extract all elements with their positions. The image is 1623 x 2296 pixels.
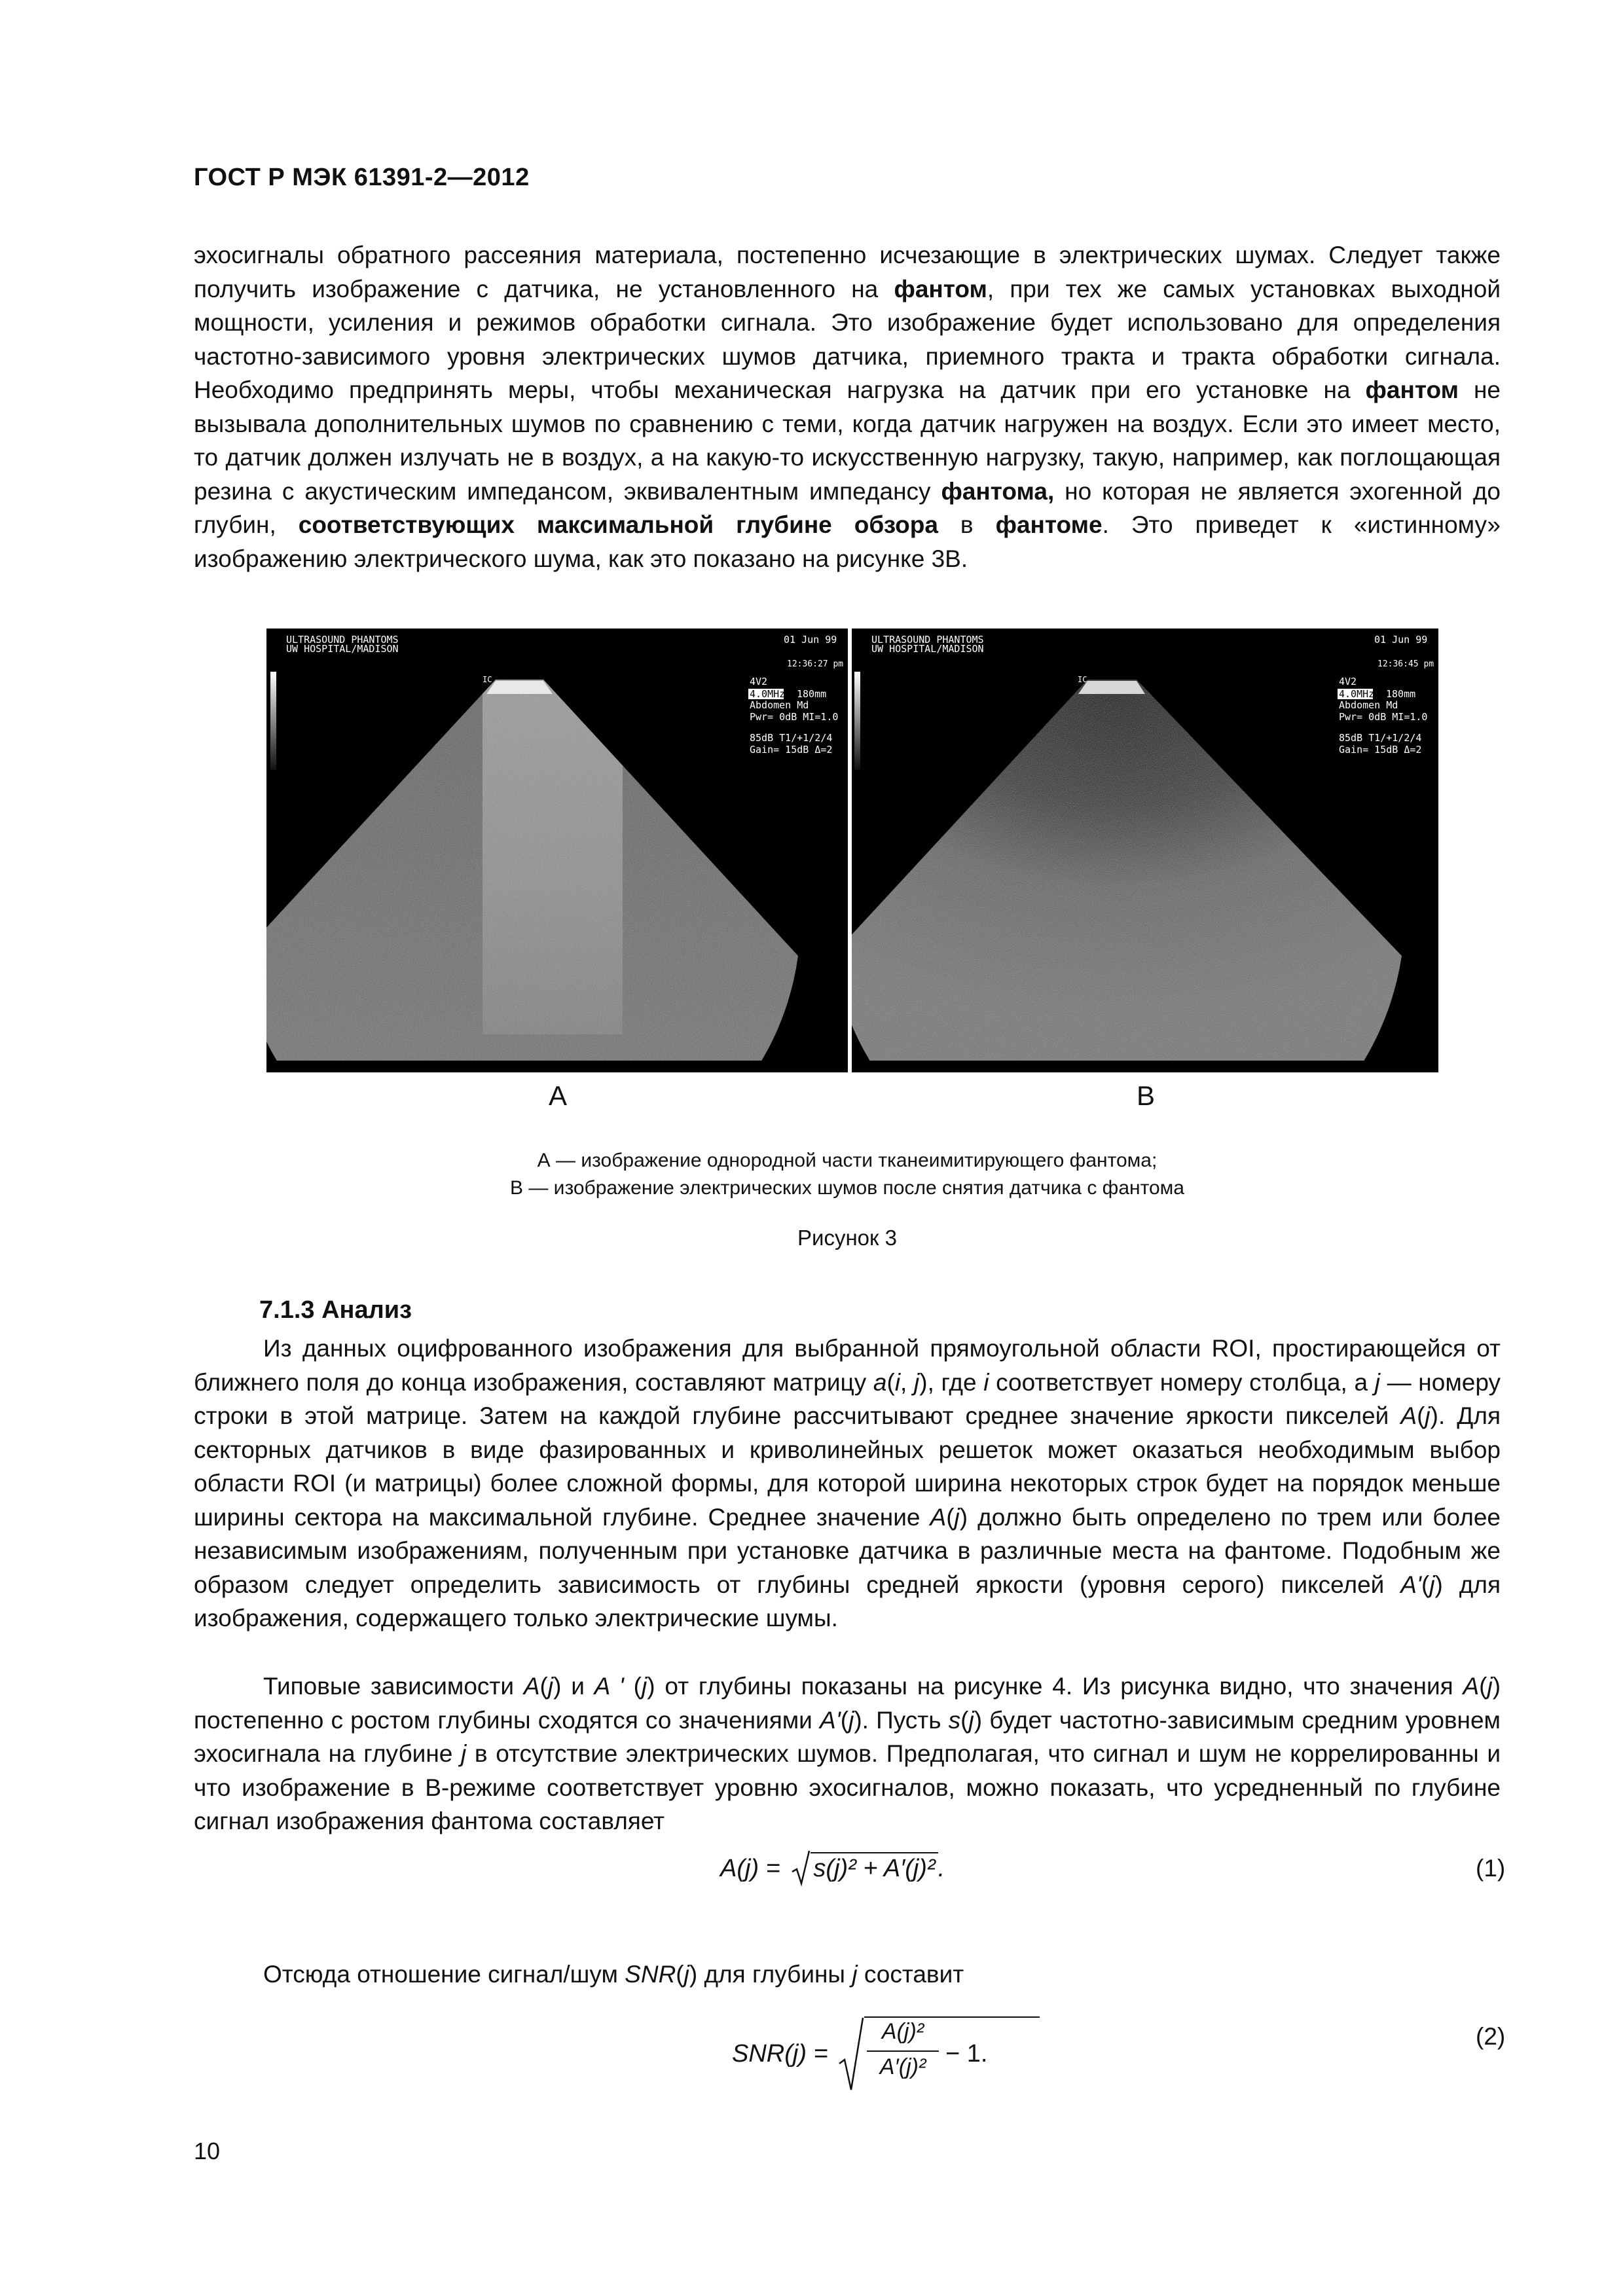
paragraph-analysis-2: Типовые зависимости A(j) и A ' (j) от глубины показаны на рисунке 4. Из рисунка видно, что значения A(j) постепенно с ростом глубины сходятся со значениями A'(j). Пусть s(j) будет частотно-зависимым средним уровнем эхосигнала на глубине j в отсутствие электрических шумов. Предполагая, что сигнал и шум не коррелированны и что изображение в В-режиме соответствует уровню эхосигналов, можно показать, что усредненный по глубине сигнал изображения фантома составляет [194,1673,1501,1834]
svg-text:Pwr= 0dB MI=1.0: Pwr= 0dB MI=1.0 [750,711,839,723]
equation-1-number: (1) [1476,1855,1506,1882]
equation-1-root: s(j)² + A′(j)² . [791,1855,945,1883]
svg-text:01 Jun 99: 01 Jun 99 [1374,634,1428,646]
figure-caption-a: А — изображение однородной части тканеимитирующего фантома; [537,1150,1158,1171]
ultrasound-panel-a [266,629,848,1072]
paragraph-snr: Отсюда отношение сигнал/шум SNR(j) для глубины j составит [263,1961,964,1988]
radical-sign-icon [791,1850,811,1887]
svg-text:12:36:45 pm: 12:36:45 pm [1377,659,1434,669]
svg-text:Gain= 15dB Δ=2: Gain= 15dB Δ=2 [1339,744,1422,756]
svg-text:180mm: 180mm [797,688,827,700]
equation-2 [732,2015,994,2094]
figure-caption-b: В — изображение электрических шумов после снятия датчика с фантома [510,1177,1184,1199]
svg-text:ULTRASOUND PHANTOMS: ULTRASOUND PHANTOMS [871,634,984,646]
svg-text:UW HOSPITAL/MADISON: UW HOSPITAL/MADISON [286,643,399,655]
svg-text:85dB T1/+1/2/4: 85dB T1/+1/2/4 [750,732,833,744]
page-number: 10 [194,2138,221,2164]
equation-1 [720,1855,945,1894]
svg-text:4.0MHz: 4.0MHz [1339,688,1375,700]
figure-title: Рисунок 3 [797,1226,897,1250]
svg-text:4V2: 4V2 [1339,676,1357,687]
svg-text:Abdomen Md: Abdomen Md [750,699,809,711]
svg-text:IC: IC [483,675,492,684]
svg-text:Pwr= 0dB MI=1.0: Pwr= 0dB MI=1.0 [1339,711,1428,723]
equation-2-minus-one: − 1. [945,2040,988,2068]
figure-label-a: A [549,1080,568,1111]
svg-text:4.0MHz: 4.0MHz [750,688,786,700]
equation-2-numerator: A(j)² [881,2019,924,2044]
svg-text:UW HOSPITAL/MADISON: UW HOSPITAL/MADISON [871,643,984,655]
svg-text:01 Jun 99: 01 Jun 99 [784,634,837,646]
figure-3-ultrasound-images [266,629,1438,1072]
svg-text:180mm: 180mm [1386,688,1416,700]
svg-text:ULTRASOUND PHANTOMS: ULTRASOUND PHANTOMS [286,634,399,646]
equation-2-denominator: A′(j)² [879,2054,926,2079]
svg-text:IC: IC [1078,675,1087,684]
paragraph-analysis-1: Из данных оцифрованного изображения для выбранной прямоугольной области ROI, простирающейся от ближнего поля до конца изображения, составляют матрицу a(i, j), где i соответствует номеру столбца, а j — номеру строки в этой матрице. Затем на каждой глубине рассчитывают среднее значение яркости пикселей A(j). Для секторных датчиков в виде фазированных и криволинейных решеток может оказаться необходимым выбор области ROI (и матрицы) более сложной формы, для которой ширина некоторых строк будет на порядок меньше ширины сектора на максимальной глубине. Среднее значение A(j) должно быть определено по трем или более независимым изображениям, полученным при установке датчика в различные места на фантоме. Подобным же образом следует определить зависимость от глубины средней яркости (уровня серого) пикселей A'(j) для изображения, содержащего только электрические шумы. [194,1335,1501,1631]
equation-1-lhs: A(j) = [720,1855,780,1882]
svg-text:Abdomen Md: Abdomen Md [1339,699,1398,711]
section-title: 7.1.3 Анализ [259,1296,412,1324]
radical-sign-icon [838,2015,864,2092]
figure-label-b: B [1137,1080,1156,1111]
equation-2-number: (2) [1476,2023,1506,2050]
svg-text:4V2: 4V2 [750,676,768,687]
equation-2-lhs: SNR(j) = [732,2040,828,2068]
svg-text:85dB T1/+1/2/4: 85dB T1/+1/2/4 [1339,732,1422,744]
ultrasound-image-a [266,629,848,1072]
svg-text:12:36:27 pm: 12:36:27 pm [787,659,844,669]
svg-text:Gain= 15dB Δ=2: Gain= 15dB Δ=2 [750,744,833,756]
paragraph-noise-image: эхосигналы обратного рассеяния материала, постепенно исчезающие в электрических шумах. Следует также получить изображение с датчика, не установленного на фантом, при тех же самых установках выходной мощности, усиления и режимов обработки сигнала. Это изображение будет использовано для определения частотно-зависимого уровня электрических шумов датчика, приемного тракта и тракта обработки сигнала. Необходимо предпринять меры, чтобы механическая нагрузка на датчик при его установке на фантом не вызывала дополнительных шумов по сравнению с теми, когда датчик нагружен на воздух. Если это имеет место, то датчик должен излучать не в воздух, а на какую-то искусственную нагрузку, такую, например, как поглощающая резина с акустическим импедансом, эквивалентным импедансу фантома, но которая не является эхогенной до глубин, соответствующих максимальной глубине обзора в фантоме. Это приведет к «истинному» изображению электрического шума, как это показано на рисунке 3В. [194,242,1501,572]
ultrasound-panel-b [852,629,1438,1072]
document-header: ГОСТ Р МЭК 61391-2—2012 [194,164,530,191]
ultrasound-image-b [852,629,1438,1072]
